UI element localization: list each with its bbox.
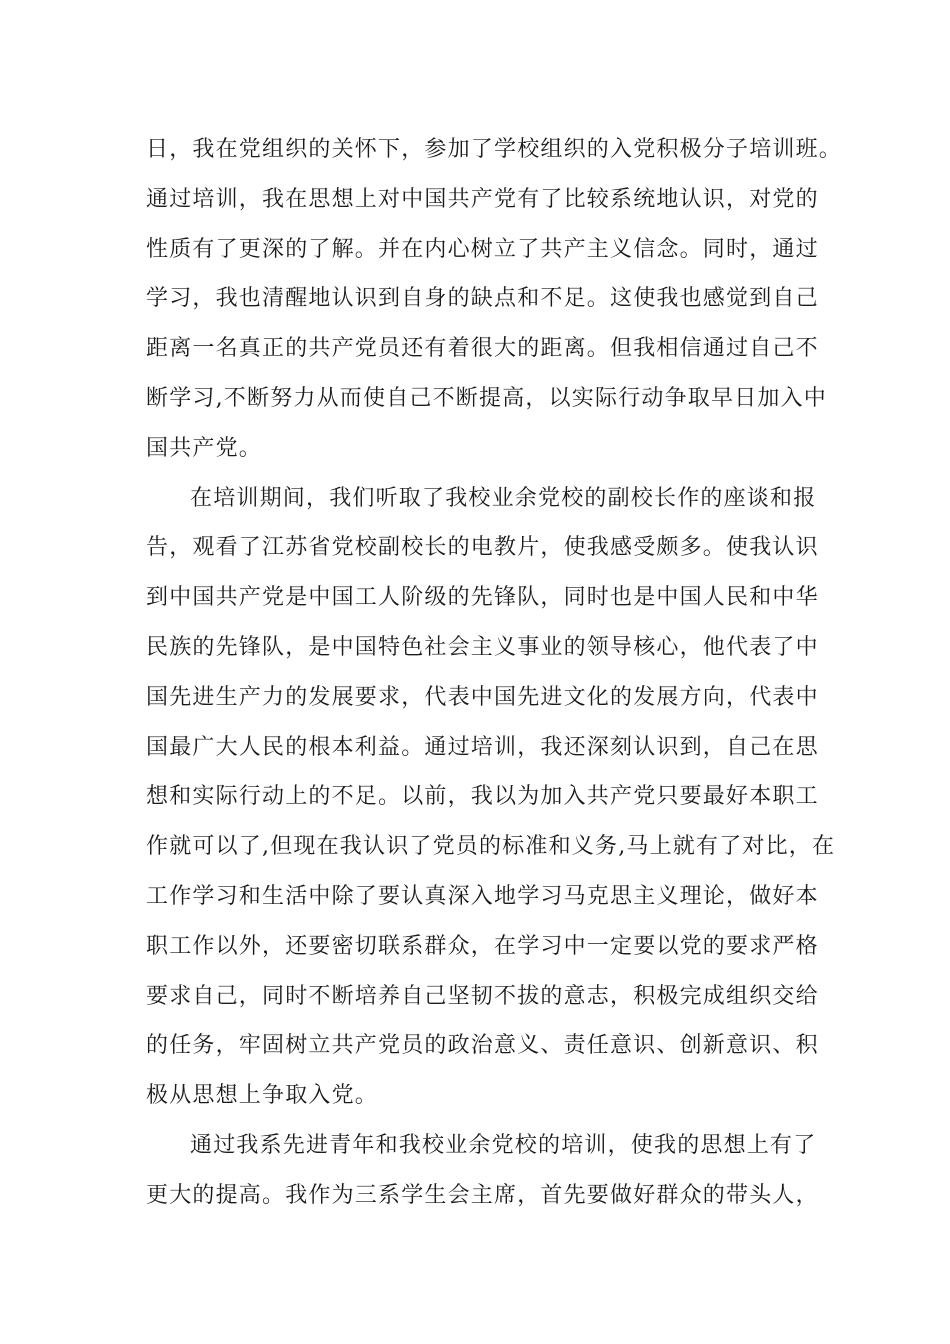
text-line: 职工作以外，还要密切联系群众，在学习中一定要以党的要求严格 bbox=[146, 933, 819, 959]
text-line: 国共产党。 bbox=[146, 435, 263, 461]
text-line: 到中国共产党是中国工人阶级的先锋队，同时也是中国人民和中华 bbox=[146, 585, 819, 611]
text-line: 工作学习和生活中除了要认真深入地学习马克思主义理论，做好本 bbox=[146, 883, 819, 909]
text-line: 断学习,不断努力从而使自己不断提高，以实际行动争取早日加入中 bbox=[146, 385, 827, 411]
text-line: 距离一名真正的共产党员还有着很大的距离。但我相信通过自己不 bbox=[146, 336, 819, 362]
text-line: 通过我系先进青年和我校业余党校的培训，使我的思想上有了 bbox=[190, 1132, 817, 1158]
text-line: 学习，我也清醒地认识到自身的缺点和不足。这使我也感觉到自己 bbox=[146, 286, 819, 312]
text-line: 国最广大人民的根本利益。通过培训，我还深刻认识到，自己在思 bbox=[146, 734, 819, 760]
text-line: 日，我在党组织的关怀下，参加了学校组织的入党积极分子培训班。 bbox=[146, 137, 843, 162]
text-line: 更大的提高。我作为三系学生会主席，首先要做好群众的带头人， bbox=[146, 1182, 819, 1208]
paragraph-1 bbox=[146, 125, 843, 474]
paragraph-3 bbox=[146, 1121, 819, 1221]
text-line: 性质有了更深的了解。并在内心树立了共产主义信念。同时，通过 bbox=[146, 236, 819, 262]
paragraph-2 bbox=[146, 474, 836, 1121]
text-line: 国先进生产力的发展要求，代表中国先进文化的发展方向，代表中 bbox=[146, 684, 819, 710]
text-line: 民族的先锋队，是中国特色社会主义事业的领导核心，他代表了中 bbox=[146, 634, 819, 660]
text-line: 通过培训，我在思想上对中国共产党有了比较系统地认识，对党的 bbox=[146, 186, 819, 212]
text-line: 想和实际行动上的不足。以前，我以为加入共产党只要最好本职工 bbox=[146, 784, 819, 810]
text-line: 作就可以了,但现在我认识了党员的标准和义务,马上就有了对比，在 bbox=[146, 834, 836, 860]
text-line: 要求自己，同时不断培养自己坚韧不拔的意志，积极完成组织交给 bbox=[146, 983, 819, 1009]
text-line: 告，观看了江苏省党校副校长的电教片，使我感受颇多。使我认识 bbox=[146, 535, 819, 561]
text-line: 的任务，牢固树立共产党员的政治意义、责任意识、创新意识、积 bbox=[146, 1033, 819, 1059]
text-line: 极从思想上争取入党。 bbox=[146, 1083, 379, 1109]
text-line: 在培训期间，我们听取了我校业余党校的副校长作的座谈和报 bbox=[190, 485, 817, 511]
document-body bbox=[146, 125, 843, 1221]
